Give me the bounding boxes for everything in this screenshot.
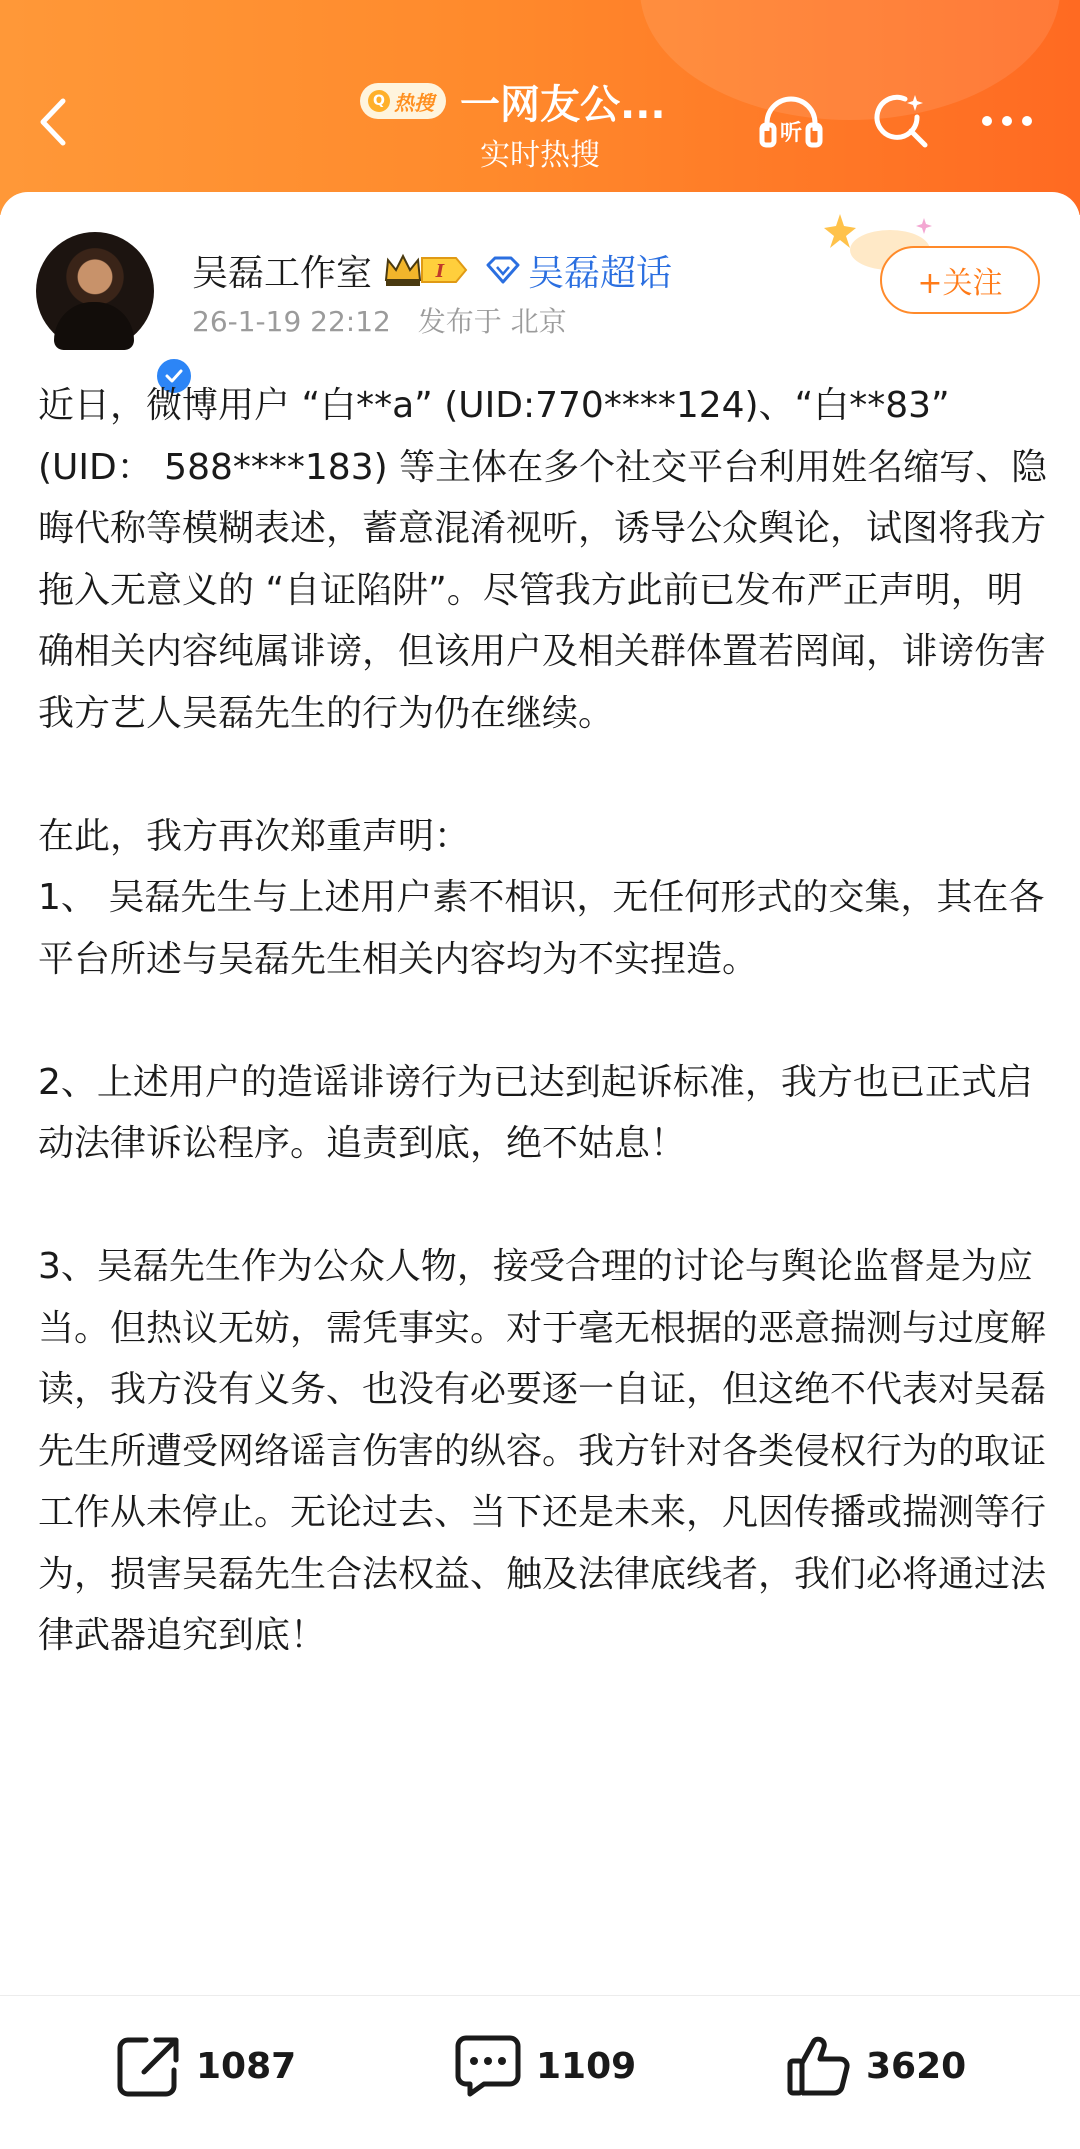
action-bar bbox=[0, 1995, 1080, 2136]
like-count: 3620 bbox=[866, 2045, 967, 2087]
svg-text:I: I bbox=[435, 261, 445, 282]
hot-badge-label: 热搜 bbox=[394, 90, 434, 115]
post-body bbox=[38, 375, 1048, 1667]
more-icon bbox=[977, 111, 1037, 131]
post-location: 发布于 北京 bbox=[417, 305, 567, 338]
post-paragraph: 近日，微博用户 “白**a” (UID:770****124)、“白**83” (UID： 588****183) 等主体在多个社交平台利用姓名缩写、隐晦代称等模糊表述，蓄意混淆视听，诱导公众舆论，试图将我方拖入无意义的 “自证陷阱”。尽管我方此前已发布严正声明，明确相关内容纯属诽谤，但该用户及相关群体置若罔闻，诽谤伤害我方艺人吴磊先生的行为仍在继续。 bbox=[38, 385, 1048, 734]
hot-search-badge bbox=[360, 83, 446, 119]
diamond-icon bbox=[486, 256, 520, 284]
listen-button[interactable] bbox=[756, 86, 826, 156]
post-paragraph: 3、吴磊先生作为公众人物，接受合理的讨论与舆论监督是为应当。但热议无妨，需凭事实。对于毫无根据的恶意揣测与过度解读，我方没有义务、也没有必要逐一自证，但这绝不代表对吴磊先生所遭受网络谣言伤害的纵容。我方针对各类侵权行为的取证工作从未停止。无论过去、当下还是未来，凡因传播或揣测等行为，损害吴磊先生合法权益、触及法律底线者，我们必将通过法律武器追究到底！ bbox=[38, 1246, 1047, 1656]
top-bar bbox=[0, 0, 1080, 215]
avatar-figure bbox=[54, 302, 134, 350]
back-button[interactable] bbox=[22, 84, 82, 160]
search-icon bbox=[871, 91, 931, 151]
search-button[interactable] bbox=[866, 86, 936, 156]
post-paragraph: 在此，我方再次郑重声明： bbox=[38, 815, 471, 857]
vip-badge[interactable] bbox=[382, 250, 468, 290]
post-paragraph: 2、上述用户的造谣诽谤行为已达到起诉标准，我方也已正式启动法律诉讼程序。追责到底，绝不姑息！ bbox=[38, 1061, 1033, 1164]
search-badge-icon: Q bbox=[368, 90, 390, 112]
topic-header[interactable] bbox=[360, 76, 740, 126]
post-meta bbox=[192, 300, 567, 340]
super-topic-label: 吴磊超话 bbox=[528, 252, 673, 294]
author-name[interactable]: 吴磊工作室 bbox=[192, 252, 373, 294]
topic-title: 一网友公... bbox=[460, 81, 666, 128]
avatar[interactable] bbox=[36, 232, 154, 350]
thumbs-up-icon bbox=[786, 2033, 852, 2099]
topic-subtitle: 实时热搜 bbox=[480, 138, 600, 173]
repost-count: 1087 bbox=[196, 2045, 297, 2087]
comment-count: 1109 bbox=[536, 2045, 637, 2087]
listen-icon-label: 听 bbox=[779, 121, 803, 146]
post-paragraph: 1、 吴磊先生与上述用户素不相识，无任何形式的交集，其在各平台所述与吴磊先生相关内容均为不实捏造。 bbox=[38, 877, 1045, 980]
comment-button[interactable] bbox=[454, 1996, 636, 2136]
like-button[interactable] bbox=[786, 1996, 966, 2136]
follow-button[interactable]: +关注 bbox=[880, 246, 1040, 314]
more-button[interactable] bbox=[972, 86, 1042, 156]
post-card bbox=[0, 192, 1080, 2149]
repost-button[interactable] bbox=[116, 1996, 296, 2136]
super-topic-link[interactable] bbox=[486, 245, 672, 296]
comment-icon bbox=[454, 2034, 522, 2098]
crown-level-icon bbox=[382, 250, 468, 290]
author-row bbox=[192, 242, 672, 298]
listen-icon bbox=[759, 91, 823, 151]
back-arrow-icon bbox=[37, 97, 67, 147]
post-date: 26-1-19 22:12 bbox=[192, 305, 391, 338]
share-icon bbox=[116, 2034, 182, 2098]
